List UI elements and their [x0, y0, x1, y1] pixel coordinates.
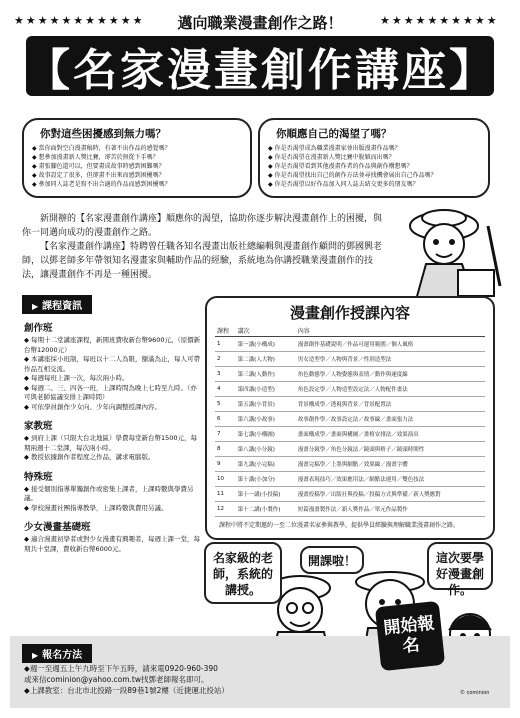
session-topic: 第十一講(小投稿)	[236, 487, 296, 502]
signup-phone: ◆週一至週五上午九時至下午五時，請來電0920-960-390	[24, 664, 218, 673]
session-topic: 第二講(人大物)	[236, 352, 296, 367]
table-row	[215, 337, 485, 352]
session-topic: 第七講(小構圖)	[236, 427, 296, 442]
intro-paragraph: 【名家漫畫創作講座】特聘曾任職各知名漫畫出版社總編輯與漫畫創作顧問的鄧國興老師，以鄧老師多年帶領知名漫畫家與輔助作品的經驗，系統地為你講授職業漫畫創作的技法，讓漫畫創作不再是一種困擾。	[22, 242, 383, 280]
session-content: 漫畫表現技巧／效果應用法／網點法運用／雙色技法	[296, 472, 485, 487]
table-row	[215, 352, 485, 367]
table-row	[215, 412, 485, 427]
decorative-stars-right: ★★★★★★★★★★	[380, 14, 499, 27]
session-number: 3	[215, 367, 236, 382]
session-number: 2	[215, 352, 236, 367]
session-content: 角色設定學／人物造型設定法／人物配件畫法	[296, 382, 485, 397]
title-banner	[26, 36, 494, 96]
session-content: 短篇漫畫製作法／新人獎作品／單元作品製作	[296, 502, 485, 517]
troubles-item: ◆ 畫張腳色還可以，但要畫成故事時感到困難嗎？	[32, 162, 242, 171]
table-row	[215, 397, 485, 412]
table-row	[215, 442, 485, 457]
session-topic: 第五講(小背景)	[236, 397, 296, 412]
schedule-panel	[205, 296, 495, 540]
class-item: ◆ 接受個別指導單獨創作或密集上課者，上課時數與學費另議。	[24, 485, 202, 504]
class-name: 特殊班	[24, 471, 53, 483]
decorative-stars-left: ★★★★★★★★★★★	[14, 14, 145, 27]
troubles-item: ◆ 參加同人誌老是寫不出合適的作品而感到困擾嗎？	[32, 180, 242, 189]
desires-item: ◆ 你是否渴望以好作品加入同人誌去結交更多的朋友嗎？	[268, 180, 480, 189]
desires-bubble	[258, 118, 490, 198]
class-item: ◆ 本講座採小班制，每班以十二人為限，額滿為止，每人可帶作品互相交流。	[24, 355, 202, 374]
schedule-heading: 漫畫創作授課內容	[289, 304, 410, 322]
session-content: 畫面構成學／畫面與構圖／畫格安排法／效果演出	[296, 427, 485, 442]
page-title: 【名家漫畫創作講座】	[26, 45, 496, 96]
session-content: 故事創作學／故事設定法／故事線／畫面張力法	[296, 412, 485, 427]
session-topic: 第十二講(小製作)	[236, 502, 296, 517]
session-number: 11	[215, 487, 236, 502]
speech-bubble-open: 開課啦！	[300, 546, 364, 574]
session-number: 6	[215, 412, 236, 427]
troubles-bubble	[22, 118, 252, 198]
session-number: 10	[215, 472, 236, 487]
signup-heading: ▶ 報名方法	[22, 644, 92, 663]
table-row	[215, 487, 485, 502]
session-number: 5	[215, 397, 236, 412]
column-header-session: 課程	[215, 325, 236, 337]
session-topic: 第四講(小造型)	[236, 382, 296, 397]
troubles-item: ◆ 當你面對空白漫畫稿時，有著不出作品的感覺嗎？	[32, 144, 242, 153]
session-number: 12	[215, 502, 236, 517]
session-topic: 第一講(小構成)	[236, 337, 296, 352]
desires-item: ◆ 你是否渴望找出自己的創作方法並尋找機會展出自己作品嗎？	[268, 171, 480, 180]
session-topic: 第九講(小完稿)	[236, 457, 296, 472]
signup-address: ◆上課教室：台北市北投路一段89巷1號2樓（近捷運北投站）	[24, 686, 229, 695]
session-content: 漫畫分鏡學／角色分鏡法／鏡頭與格子／鏡頭時間性	[296, 442, 485, 457]
session-number: 1	[215, 337, 236, 352]
schedule-note: 課程中將不定期邀約一至二位漫畫名家參與教學，提供學員經驗與理解職業漫畫創作之路。	[219, 522, 460, 529]
session-number: 8	[215, 442, 236, 457]
class-item: ◆ 每週每班上課一次，每次兩小時。	[24, 374, 202, 384]
table-row	[215, 367, 485, 382]
class-item: ◆ 學校漫畫社團指導教學，上課時數與費用另議。	[24, 504, 202, 514]
column-header-content: 內容	[296, 325, 485, 337]
class-item: ◆ 適合漫畫初學者或對少女漫畫有興趣者，每週上課一堂，每期共十堂課，費收新台幣6000元。	[24, 535, 202, 554]
class-item: ◆ 可依學員創作少女向、少年向調整授課內容。	[24, 403, 202, 413]
session-content: 角色動態學／人物姿態與表情／動作與速度線	[296, 367, 485, 382]
copyright: © cominion	[460, 690, 490, 696]
course-info	[22, 294, 202, 554]
session-content: 男女造型學／人物與背景／性別造型法	[296, 352, 485, 367]
column-header-topic: 講次	[236, 325, 296, 337]
intro-text	[22, 212, 384, 282]
troubles-heading: 你對這些困擾感到無力嗎？	[40, 128, 166, 140]
table-row	[215, 457, 485, 472]
signup-phone-text: 週一至週五上午九時至下午五時，請來電0920-960-390	[29, 664, 218, 673]
course-info-heading: ▶ 課程資訊	[22, 295, 92, 314]
session-content: 漫畫創作基礎說明／作品可運用範圍／個人風格	[296, 337, 485, 352]
desires-item: ◆ 你是否渴望成為職業漫畫家並出版漫畫作品嗎？	[268, 144, 480, 153]
session-number: 9	[215, 457, 236, 472]
troubles-item: ◆ 故事設定了很多，但卻畫不出來而感到困擾嗎？	[32, 171, 242, 180]
schedule-table	[215, 325, 485, 517]
speech-bubble-teacher: 名家級的老師，系統的講授。	[204, 542, 282, 604]
desires-item: ◆ 你是否渴望看到其他漫畫作者的作品與創作構想嗎？	[268, 162, 480, 171]
desires-item: ◆ 你是否渴望在漫畫新人獎比賽中脫穎而出嗎？	[268, 153, 480, 162]
class-name: 家教班	[24, 421, 53, 432]
table-row	[215, 472, 485, 487]
class-item: ◆ 教授依據創作者程度之作品，講求電腦版。	[24, 453, 202, 463]
session-topic: 第八講(小分鏡)	[236, 442, 296, 457]
table-row	[215, 502, 485, 517]
class-item: ◆ 每期十二堂講座課程，新開班費收新台幣9600元。（原價新台幣12000元）	[24, 336, 202, 355]
class-item: ◆ 每週二、三、四各一班，上課時間為晚上七時至九時。（亦可與老師協議安排上課時間）	[24, 384, 202, 403]
session-topic: 第六講(小故事)	[236, 412, 296, 427]
start-signup-stamp: 開始報名	[375, 601, 445, 671]
cartoon-artist-illustration	[396, 196, 506, 306]
page-subtitle: 邁向職業漫畫創作之路！	[177, 14, 343, 32]
class-name: 少女漫畫基礎班	[24, 522, 91, 533]
session-content: 背景構成學／透視與背景／背景配置法	[296, 397, 485, 412]
session-content: 漫畫投稿學／出版社與投稿／投稿方式與準備／新人獎應對	[296, 487, 485, 502]
table-row	[215, 427, 485, 442]
class-name: 創作班	[24, 323, 53, 334]
table-row	[215, 382, 485, 397]
signup-address-text: 上課教室：台北市北投路一段89巷1號2樓（近捷運北投站）	[29, 686, 229, 695]
troubles-item: ◆ 想參加漫畫新人獎比賽，卻苦於無從下手嗎？	[32, 153, 242, 162]
session-topic: 第三講(人動作)	[236, 367, 296, 382]
signup-email: 或來信cominion@yahoo.com.tw找鄧老師報名即可。	[24, 675, 209, 684]
intro-paragraph: 新開辦的【名家漫畫創作講座】順應你的渴望，協助你逐步解決漫畫創作上的困擾，與你一同邁向成功的漫畫創作之路。	[22, 214, 383, 238]
session-number: 4	[215, 382, 236, 397]
session-topic: 第十講(小加分)	[236, 472, 296, 487]
session-number: 7	[215, 427, 236, 442]
class-item: ◆ 到府上課（只限大台北地區）學費每堂新台幣1500元，每期兩週十二堂課，每次兩小時。	[24, 434, 202, 453]
desires-heading: 你順應自己的渴望了嗎？	[276, 128, 392, 140]
speech-bubble-learn: 這次要學好漫畫創作。	[427, 542, 493, 590]
session-content: 漫畫完稿學／上墨與網點／效果線／漫畫字體	[296, 457, 485, 472]
